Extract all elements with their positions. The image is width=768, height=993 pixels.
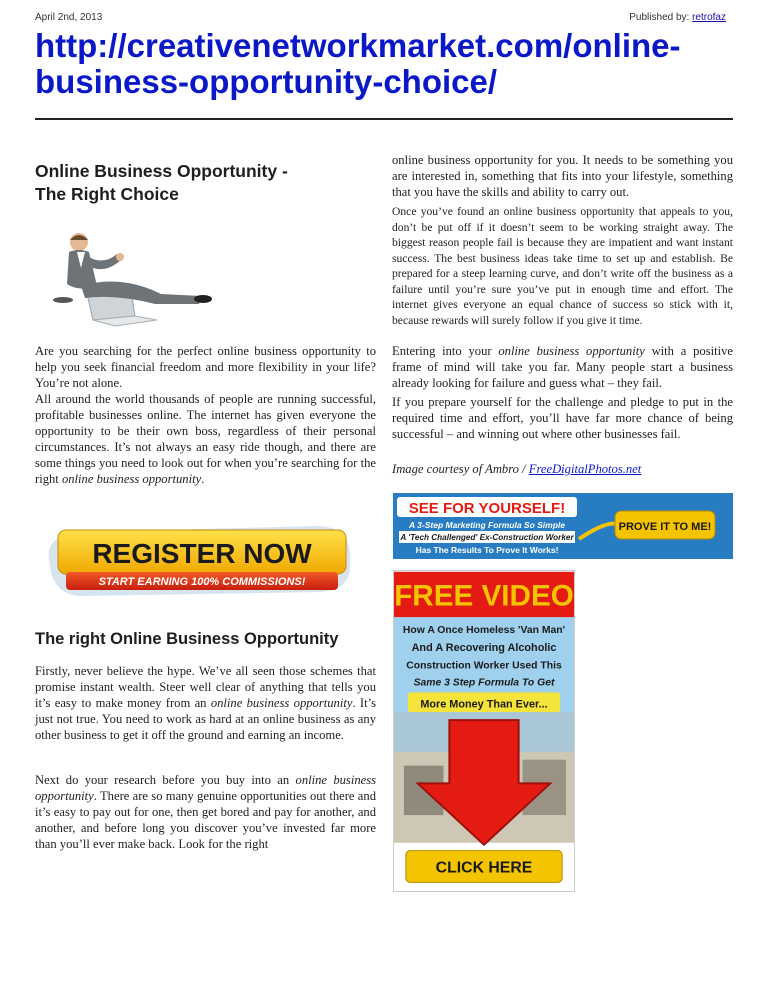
- prove-it-button-text: PROVE IT TO ME!: [618, 521, 712, 533]
- register-now-text: REGISTER NOW: [92, 538, 312, 569]
- paragraph-research: [35, 772, 376, 852]
- paragraph-around-world-text: All around the world thousands of people are running successful, profitable businesses online. The internet has given everyone the opportunity to be their own boss, regardless of their personal circumstances. It’s not always an easy ride though, and there are some things you need to look out for when you’re searching for the right: [35, 392, 376, 486]
- paragraph-prepare: If you prepare yourself for the challenge and pledge to put in the required time and effort, you’ll have far more chance of being successful – and winning out where other businesses fail.: [392, 395, 733, 441]
- free-video-banner[interactable]: [393, 570, 575, 892]
- image-credit: [392, 461, 733, 477]
- paragraph-around-world-em: online business opportunity: [61, 472, 202, 486]
- published-by: [629, 12, 726, 23]
- publish-date: April 2nd, 2013: [35, 12, 103, 23]
- register-now-banner[interactable]: [40, 520, 360, 600]
- see-line2-text: A 'Tech Challenged' Ex-Construction Worker: [400, 533, 574, 542]
- paragraph-right-fit: online business opportunity for you. It needs to be something you are interested in, something that fits into your lifestyle, something that you have the skills and ability to carry out.: [392, 153, 733, 199]
- video-line1: How A Once Homeless 'Van Man': [402, 625, 566, 637]
- free-video-title: FREE VIDEO: [394, 579, 574, 613]
- businessman-laptop-photo: [35, 216, 215, 336]
- page-url-title[interactable]: http://creativenetworkmarket.com/online-business-opportunity-choice/: [35, 27, 681, 100]
- section-title-right-opportunity: The right Online Business Opportunity: [35, 630, 339, 648]
- paragraph-hype-em: online business opportunity: [210, 696, 353, 710]
- video-line5: More Money Than Ever...: [420, 698, 548, 711]
- video-line4: Same 3 Step Formula To Get: [413, 677, 555, 689]
- see-for-yourself-banner[interactable]: [393, 493, 733, 559]
- author-link[interactable]: retrofaz: [692, 12, 726, 23]
- paragraph-positive-mind-em: online business opportunity: [498, 344, 645, 358]
- see-title-text: SEE FOR YOURSELF!: [408, 500, 566, 517]
- paragraph-positive-mind-end: with a positive frame of mind will take you far. Many people start a business already looking for failure and guess what – they fail.: [392, 344, 733, 390]
- freedigitalphotos-link[interactable]: FreeDigitalPhotos.net: [528, 462, 642, 476]
- header-divider: [35, 118, 733, 120]
- paragraph-around-world-end: .: [201, 472, 205, 486]
- paragraph-patience: Once you’ve found an online business opportunity that appeals to you, don’t be put off if it doesn’t seem to be working straight away. The biggest reason people fail is because they are impatient and want instant success. The best business ideas take time to set up and establish. Be prepared for a steep learning curve, and don’t write off the business as a failure until you’re sure you’ve put in enough time and effort. The internet gives everyone an equal chance of success so stick with it, because rewards will surely follow if you give it time.: [392, 205, 733, 327]
- image-credit-text: Image courtesy of Ambro /: [392, 462, 529, 476]
- video-line2: And A Recovering Alcoholic: [411, 641, 557, 654]
- paragraph-hype-text: Firstly, never believe the hype. We’ve all seen those schemes that promise instant wealth. Steer well clear of anything that tells you it’s easy to make money from an: [35, 664, 376, 710]
- paragraph-intro: Are you searching for the perfect online business opportunity to help you seek financial freedom and more flexibility in your life? You’re not alone.: [35, 344, 376, 390]
- paragraph-positive-mind: [392, 343, 733, 391]
- article-title-line1: Online Business Opportunity -: [35, 161, 288, 181]
- see-line1-text: A 3-Step Marketing Formula So Simple: [408, 520, 566, 530]
- article-title: [35, 160, 375, 206]
- paragraph-hype: [35, 663, 376, 743]
- register-sub-text: START EARNING 100% COMMISSIONS!: [98, 576, 306, 588]
- paragraph-positive-mind-text: Entering into your: [392, 344, 499, 358]
- click-here-text: CLICK HERE: [435, 859, 533, 877]
- paragraph-research-text: Next do your research before you buy into an: [35, 773, 296, 787]
- paragraph-around-world: [35, 391, 376, 487]
- article-title-line2: The Right Choice: [35, 184, 179, 204]
- paragraph-research-end: . There are so many genuine opportunities out there and it’s easy to pay out for one, then get bored and pay for another, and another, and before long you discover you’ve invested far more than you’ll ever make back. Look for the right: [35, 789, 376, 851]
- published-by-label: Published by:: [629, 12, 690, 23]
- video-line3: Construction Worker Used This: [406, 660, 562, 672]
- see-line3-text: Has The Results To Prove It Works!: [415, 545, 559, 555]
- paragraph-research-em: online business opportunity: [35, 773, 377, 803]
- paragraph-hype-end: . It’s just not true. You need to work as hard at an online business as any other business to get it off the ground and earning an income.: [35, 696, 377, 742]
